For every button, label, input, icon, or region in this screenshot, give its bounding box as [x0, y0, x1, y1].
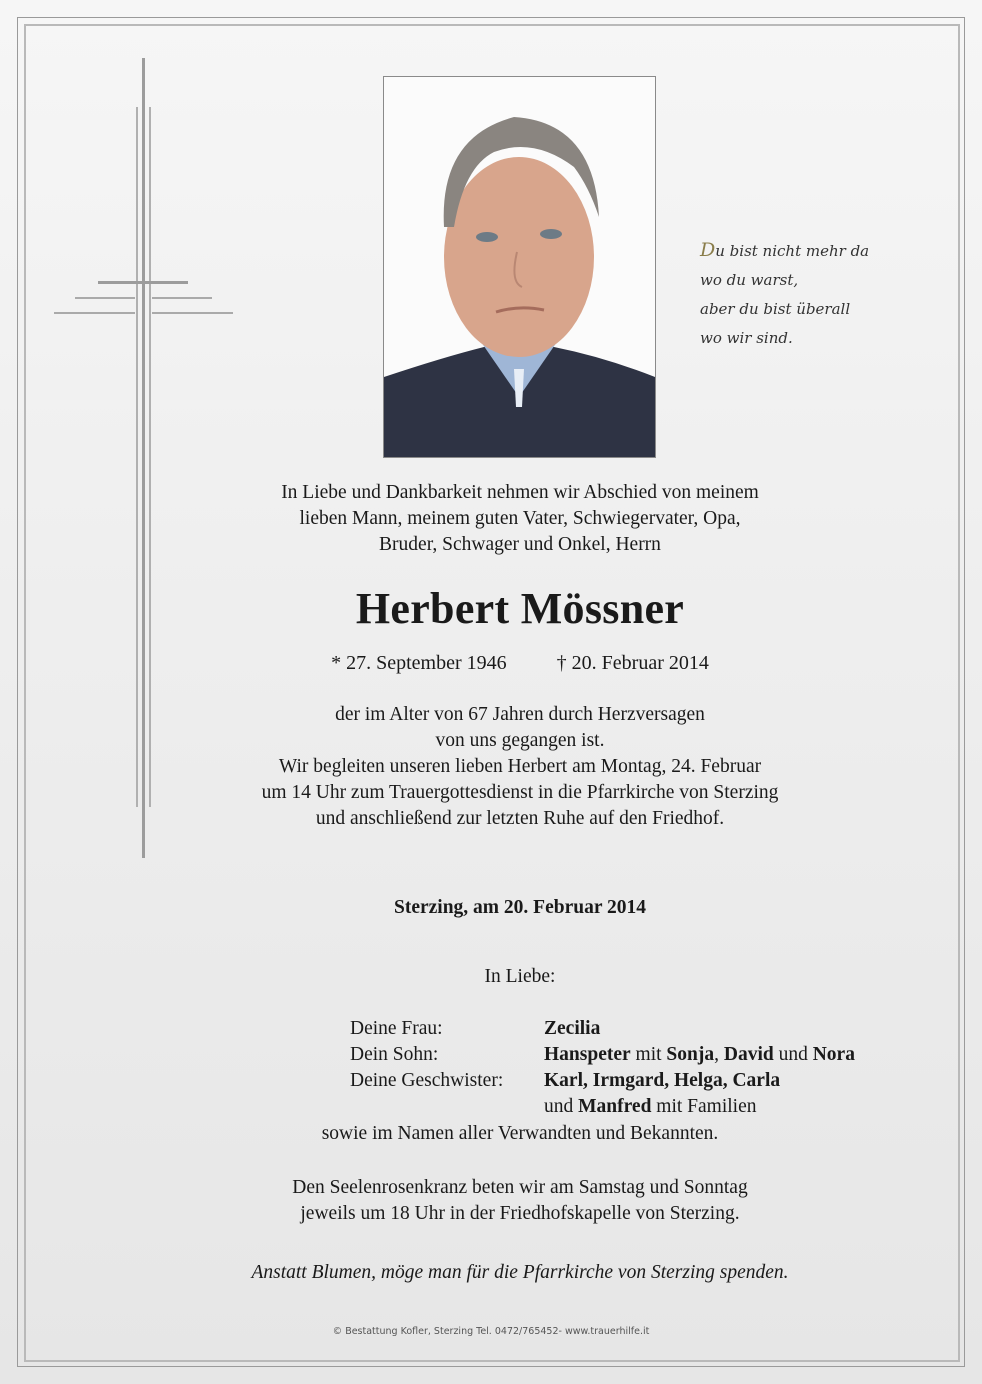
memorial-quote: [700, 236, 900, 353]
footer-credit: © Bestattung Kofler, Sterzing Tel. 0472/765452- www.trauerhilfe.it: [332, 1326, 650, 1337]
intro-line: In Liebe und Dankbarkeit nehmen wir Abschied von meinem: [281, 482, 759, 503]
birth-symbol: *: [331, 652, 342, 674]
quote-initial: D: [700, 239, 716, 261]
quote-line: u bist nicht mehr da: [715, 242, 870, 260]
portrait-photo: [383, 76, 656, 458]
service-text: [200, 754, 840, 832]
family-row-siblings: [350, 1068, 855, 1094]
service-line: Wir begleiten unseren lieben Herbert am Montag, 24. Februar: [278, 756, 762, 777]
connector-text: und: [773, 1044, 813, 1065]
family-row-siblings-cont: [350, 1094, 855, 1120]
death-date: 20. Februar 2014: [571, 652, 709, 674]
age-line: der im Alter von 67 Jahren durch Herzversagen: [335, 704, 705, 725]
family-row-son: [350, 1042, 855, 1068]
relation-label: Dein Sohn:: [350, 1044, 439, 1065]
intro-text: [200, 480, 840, 558]
place-date: Sterzing, am 20. Februar 2014: [393, 897, 647, 918]
quote-line: wo wir sind.: [700, 329, 793, 347]
deceased-name: Herbert Mössner: [355, 584, 685, 633]
death-symbol: †: [556, 652, 567, 674]
quote-line: wo du warst,: [700, 271, 799, 289]
service-line: um 14 Uhr zum Trauergottesdienst in die Pfarrkirche von Sterzing: [261, 782, 779, 803]
quote-line: aber du bist überall: [700, 300, 851, 318]
in-liebe-heading: In Liebe:: [484, 966, 556, 987]
siblings-names: Karl, Irmgard, Helga, Carla: [544, 1070, 781, 1091]
relation-label: Deine Frau:: [350, 1018, 443, 1039]
others-text: sowie im Namen aller Verwandten und Bekannten.: [321, 1123, 719, 1144]
age-text: [200, 702, 840, 754]
connector-text: ,: [714, 1044, 724, 1065]
son-name: Hanspeter: [544, 1044, 631, 1065]
family-name: Nora: [812, 1044, 855, 1065]
service-line: und anschließend zur letzten Ruhe auf den Friedhof.: [315, 808, 725, 829]
birth-date: 27. September 1946: [346, 652, 507, 674]
connector-text: und: [544, 1096, 579, 1117]
rosary-line: Den Seelenrosenkranz beten wir am Samstag und Sonntag: [292, 1177, 748, 1198]
family-row-wife: [350, 1016, 855, 1042]
family-name: David: [723, 1044, 774, 1065]
intro-line: lieben Mann, meinem guten Vater, Schwiegervater, Opa,: [299, 508, 741, 529]
family-name: Manfred: [578, 1096, 652, 1117]
family-list: [350, 1016, 855, 1120]
connector-text: mit Familien: [651, 1096, 757, 1117]
connector-text: mit: [630, 1044, 667, 1065]
rosary-line: jeweils um 18 Uhr in der Friedhofskapelle von Sterzing.: [300, 1203, 740, 1224]
life-dates: [200, 650, 840, 676]
flowers-note: Anstatt Blumen, möge man für die Pfarrkirche von Sterzing spenden.: [251, 1262, 789, 1283]
age-line: von uns gegangen ist.: [435, 730, 605, 751]
rosary-text: [200, 1175, 840, 1227]
intro-line: Bruder, Schwager und Onkel, Herrn: [379, 534, 661, 555]
relation-label: Deine Geschwister:: [350, 1070, 504, 1091]
family-name: Sonja: [666, 1044, 715, 1065]
wife-name: Zecilia: [544, 1018, 601, 1039]
